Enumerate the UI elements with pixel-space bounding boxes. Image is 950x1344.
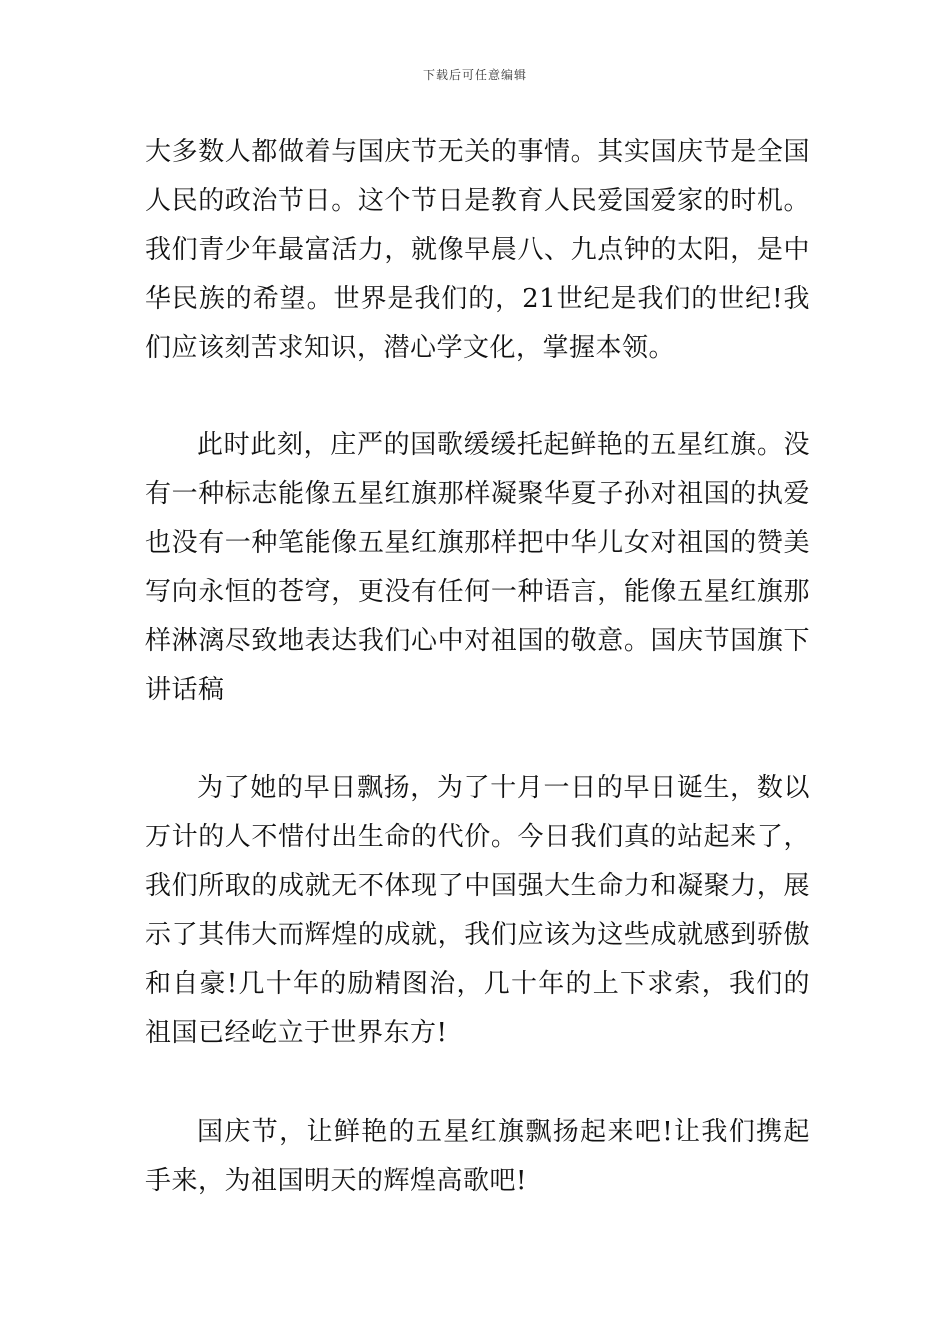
paragraph-3: 为了她的早日飘扬，为了十月一日的早日诞生，数以万计的人不惜付出生命的代价。今日我们真的站起来了，我们所取的成就无不体现了中国强大生命力和凝聚力，展示了其伟大而辉煌的成就，我们应该为这些成就感到骄傲和自豪!几十年的励精图治，几十年的上下求索，我们的祖国已经屹立于世界东方!: [145, 773, 810, 1048]
document-body: [145, 128, 810, 1206]
paragraph-2: 此时此刻，庄严的国歌缓缓托起鲜艳的五星红旗。没有一种标志能像五星红旗那样凝聚华夏子孙对祖国的执爱也没有一种笔能像五星红旗那样把中华儿女对祖国的赞美写向永恒的苍穹，更没有任何一种语言，能像五星红旗那样淋漓尽致地表达我们心中对祖国的敬意。国庆节国旗下讲话稿: [145, 430, 810, 705]
paragraph-4: 国庆节，让鲜艳的五星红旗飘扬起来吧!让我们携起手来，为祖国明天的辉煌高歌吧!: [145, 1117, 810, 1196]
paragraph-spacer: [145, 715, 810, 764]
paragraph-1: 大多数人都做着与国庆节无关的事情。其实国庆节是全国人民的政治节日。这个节日是教育人民爱国爱家的时机。我们青少年最富活力，就像早晨八、九点钟的太阳，是中华民族的希望。世界是我们的，21世纪是我们的世纪!我们应该刻苦求知识，潜心学文化，掌握本领。: [145, 137, 810, 363]
header-note: 下载后可任意编辑: [422, 68, 527, 82]
paragraph-spacer: [145, 373, 810, 421]
paragraph-spacer: [145, 1058, 810, 1108]
